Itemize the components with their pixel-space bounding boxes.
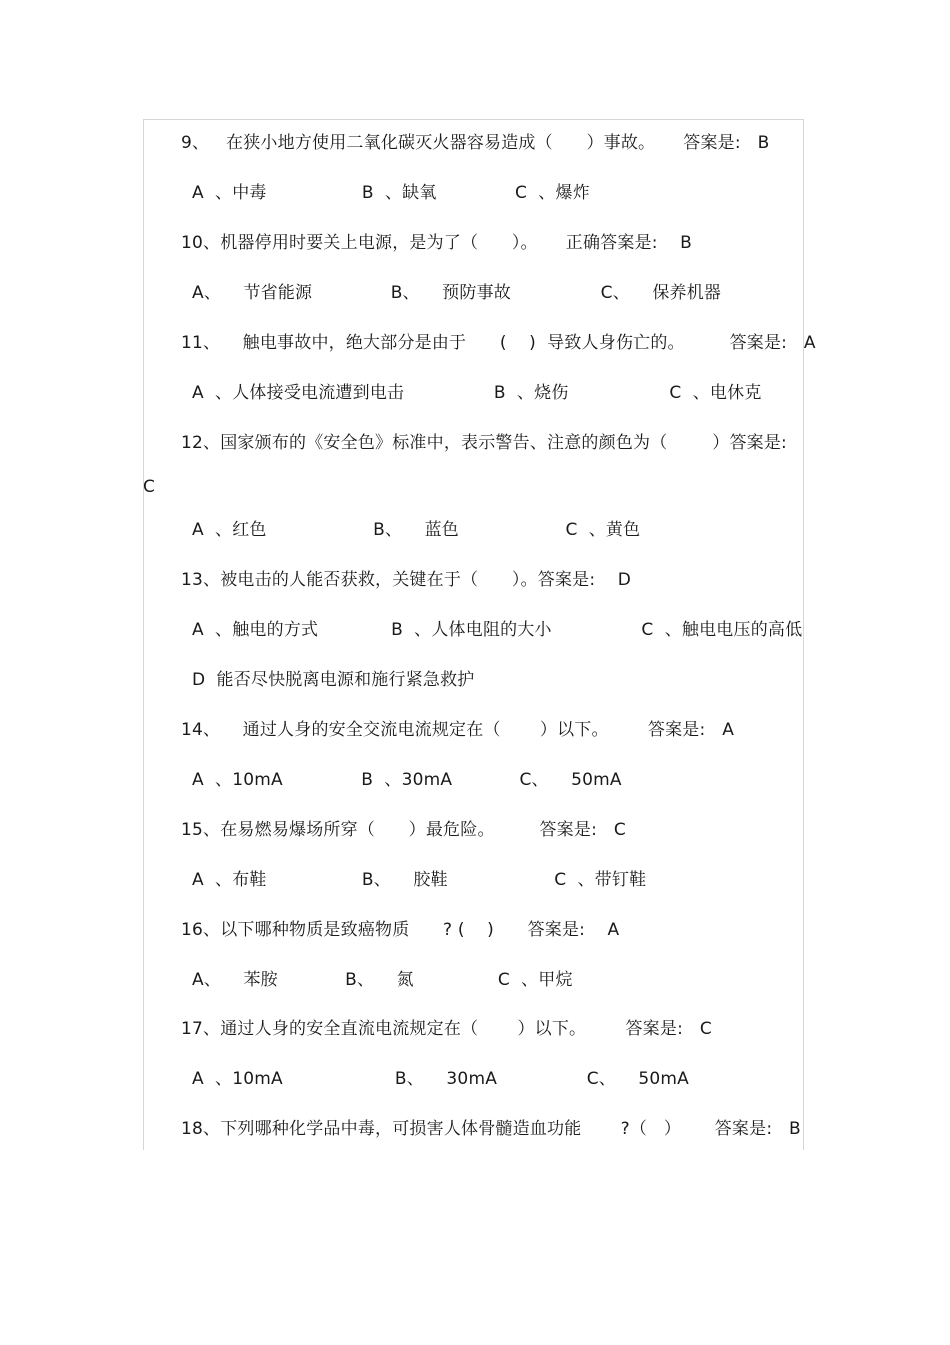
question-17: 17、通过人身的安全直流电流规定在（ ）以下。 答案是: C (181, 1019, 712, 1039)
question-13: 13、被电击的人能否获救，关键在于（ ）。答案是: D (181, 570, 631, 590)
question-12-answer-wrap: C (143, 477, 156, 497)
question-16: 16、以下哪种物质是致癌物质 ? ( ) 答案是: A (181, 920, 620, 940)
question-10: 10、机器停用时要关上电源，是为了（ ）。 正确答案是: B (181, 233, 692, 253)
options-10: A、 节省能源 B、 预防事故 C、 保养机器 (192, 283, 722, 303)
options-9: A 、中毒 B 、缺氧 C 、爆炸 (192, 183, 590, 203)
options-17: A 、10mA B、 30mA C、 50mA (192, 1069, 690, 1089)
options-16: A、 苯胺 B、 氮 C 、甲烷 (192, 970, 573, 990)
question-11: 11、 触电事故中，绝大部分是由于 ( ) 导致人身伤亡的。 答案是: A (181, 333, 816, 353)
options-13: A 、触电的方式 B 、人体电阻的大小 C 、触电电压的高低 (192, 620, 803, 640)
question-15: 15、在易燃易爆场所穿（ ）最危险。 答案是: C (181, 820, 626, 840)
question-9: 9、 在狭小地方使用二氧化碳灭火器容易造成（ ）事故。 答案是: B (181, 133, 770, 153)
options-11: A 、人体接受电流遭到电击 B 、烧伤 C 、电休克 (192, 383, 762, 403)
question-14: 14、 通过人身的安全交流电流规定在（ ）以下。 答案是: A (181, 720, 735, 740)
question-12: 12、国家颁布的《安全色》标准中，表示警告、注意的颜色为（ ）答案是: (181, 433, 787, 453)
options-13-d: D 能否尽快脱离电源和施行紧急救护 (192, 670, 475, 690)
options-14: A 、10mA B 、30mA C、 50mA (192, 770, 622, 790)
options-15: A 、布鞋 B、 胶鞋 C 、带钉鞋 (192, 870, 647, 890)
options-12: A 、红色 B、 蓝色 C 、黄色 (192, 520, 641, 540)
question-18: 18、下列哪种化学品中毒，可损害人体骨髓造血功能 ?（ ） 答案是: B (181, 1119, 801, 1139)
